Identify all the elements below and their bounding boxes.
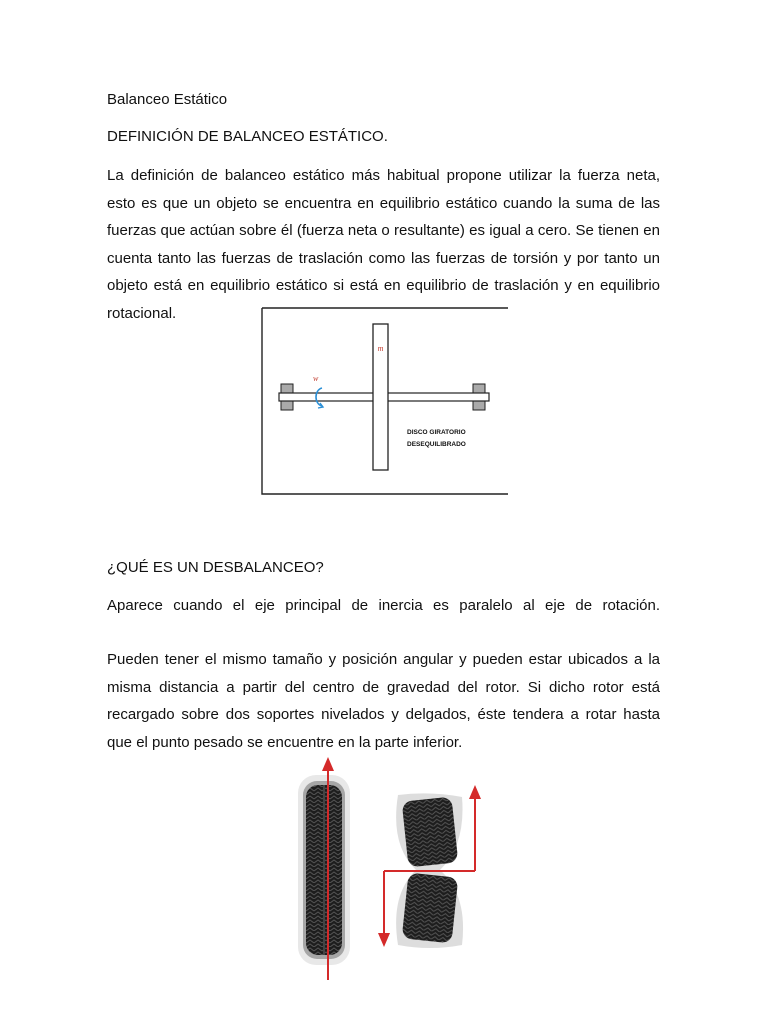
paragraph-line: recargado sobre dos soportes nivelados y delgados, éste tendera a rotar hasta bbox=[107, 706, 660, 723]
paragraph-line: objeto está en equilibrio estático si está en equilibrio de traslación y en equilibrio bbox=[107, 277, 660, 294]
bearing-right-top bbox=[473, 384, 485, 393]
tire-left bbox=[298, 775, 350, 965]
arrow-up-icon bbox=[322, 757, 334, 771]
tire-right-tread-bottom bbox=[402, 873, 459, 944]
paragraph-line: que el punto pesado se encuentre en la parte inferior. bbox=[107, 733, 463, 751]
arrow-up-icon bbox=[469, 785, 481, 799]
paragraph-definition bbox=[107, 162, 660, 327]
arrow-down-icon bbox=[378, 933, 390, 947]
paragraph-line: La definición de balanceo estático más habitual propone utilizar la fuerza neta, bbox=[107, 167, 660, 184]
paragraph-line: rotacional. bbox=[107, 304, 177, 322]
paragraph-line: Pueden tener el mismo tamaño y posición angular y pueden estar ubicados a la bbox=[107, 651, 660, 668]
tire-right-tread-top bbox=[402, 797, 459, 868]
bearing-left-top bbox=[281, 384, 293, 393]
paragraph-line: esto es que un objeto se encuentra en equilibrio estático cuando la suma de las bbox=[107, 194, 660, 212]
mass-label: m bbox=[377, 344, 384, 353]
bearing-left-bottom bbox=[281, 401, 293, 410]
caption-line-1: DISCO GIRATORIO bbox=[407, 429, 466, 436]
paragraph-unbalance-definition bbox=[107, 592, 660, 620]
paragraph-line: cuenta tanto las fuerzas de traslación como las fuerzas de torsión y por tanto un bbox=[107, 249, 660, 267]
section-heading-definition: DEFINICIÓN DE BALANCEO ESTÁTICO. bbox=[107, 128, 388, 145]
paragraph-line: fuerzas que actúan sobre él (fuerza neta o resultante) es igual a cero. Se tienen en bbox=[107, 222, 660, 239]
omega-label: w bbox=[313, 374, 319, 383]
section-heading-unbalance: ¿QUÉ ES UN DESBALANCEO? bbox=[107, 559, 324, 576]
tire-unbalance-illustration bbox=[290, 755, 500, 980]
document-title: Balanceo Estático bbox=[107, 91, 228, 108]
unbalanced-disc-diagram bbox=[260, 306, 510, 496]
caption-line-2: DESEQUILIBRADO bbox=[407, 441, 466, 448]
bearing-right-bottom bbox=[473, 401, 485, 410]
paragraph-line: Aparece cuando el eje principal de inercia es paralelo al eje de rotación. bbox=[107, 597, 660, 614]
paragraph-line: misma distancia a partir del centro de gravedad del rotor. Si dicho rotor está bbox=[107, 678, 660, 696]
paragraph-unbalance-explanation bbox=[107, 646, 660, 756]
